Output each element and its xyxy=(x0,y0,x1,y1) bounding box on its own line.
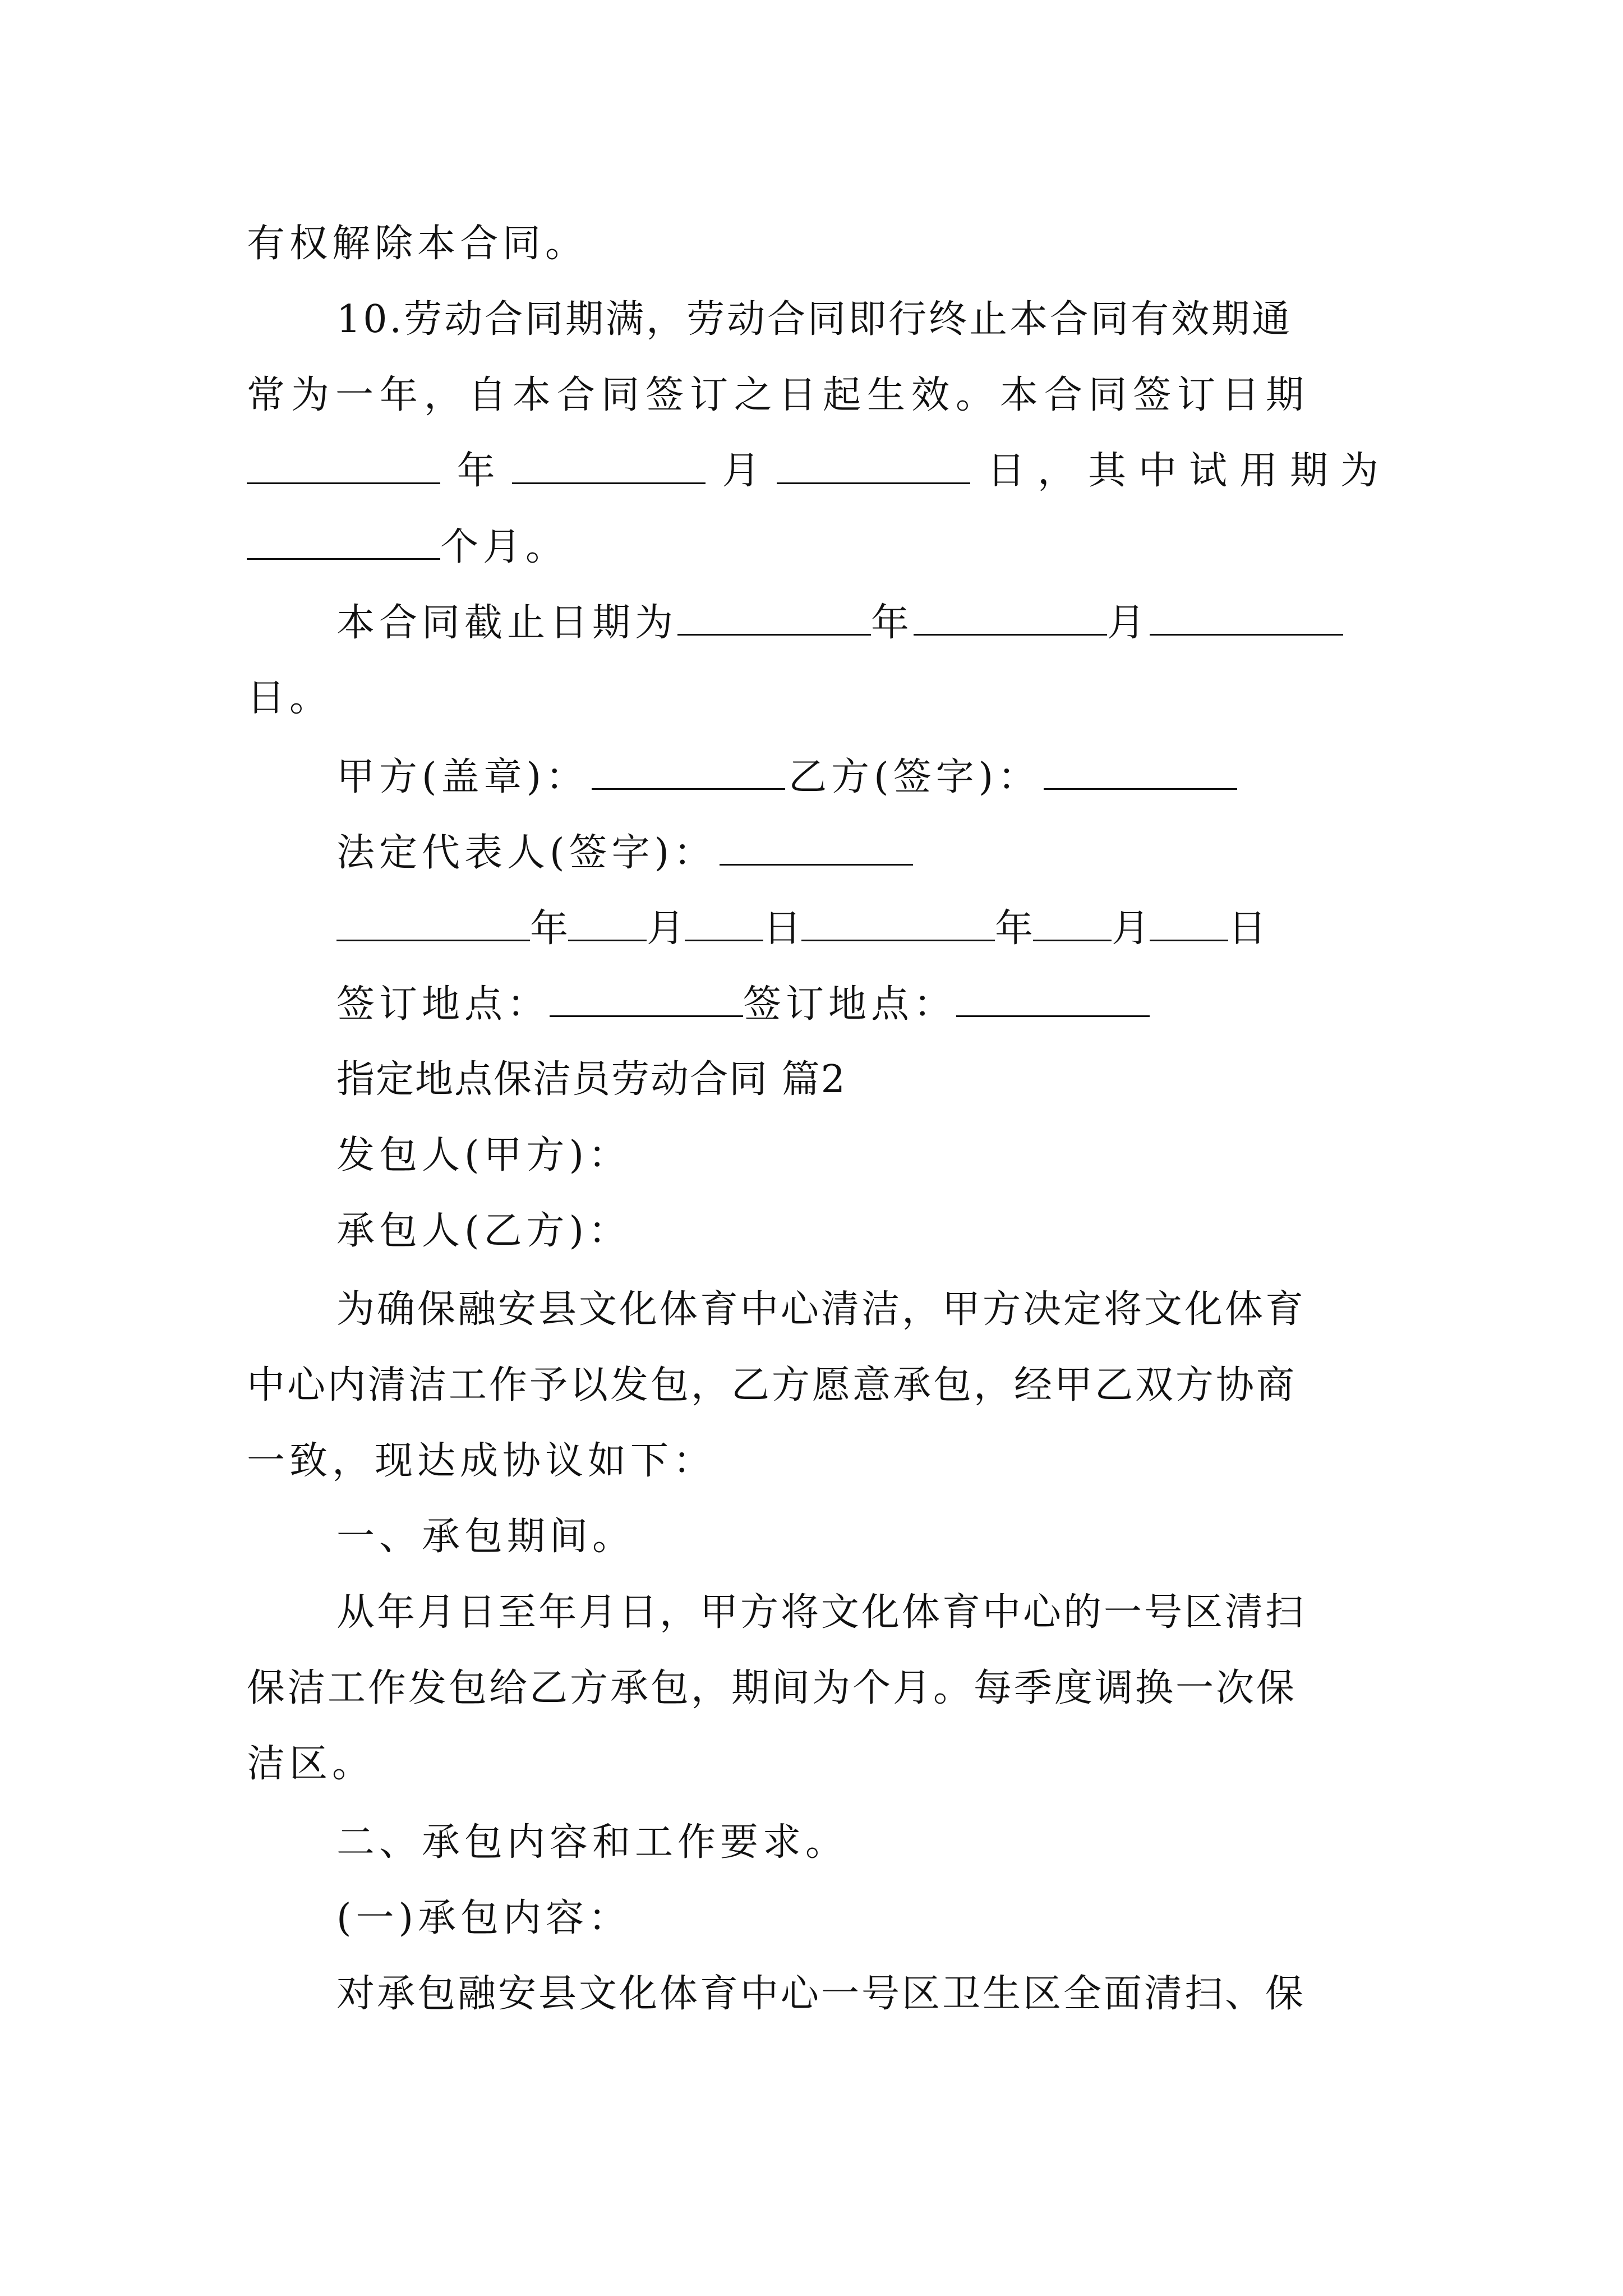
paragraph-line: 对承包融安县文化体育中心一号区卫生区全面清扫、保 xyxy=(336,1972,1306,2016)
trial-period-line xyxy=(247,519,1391,575)
heading-content: 二、承包内容和工作要求。 xyxy=(336,1820,849,1865)
legal-rep-line xyxy=(336,825,1391,881)
blank-month[interactable] xyxy=(512,443,706,484)
blank-a-year[interactable] xyxy=(336,900,530,941)
label-month: 月 xyxy=(1107,601,1150,645)
label-months: 个月。 xyxy=(440,525,569,569)
paragraph-line: 保洁工作发包给乙方承包，期间为个月。每季度调换一次保 xyxy=(247,1666,1297,1710)
label-month: 月 xyxy=(647,907,685,951)
blank-party-b[interactable] xyxy=(1044,749,1237,790)
party-a-label: 甲方(盖章)： xyxy=(336,755,589,799)
blank-end-month[interactable] xyxy=(914,595,1107,636)
legal-rep-label: 法定代表人(签字)： xyxy=(336,831,717,875)
blank-end-day[interactable] xyxy=(1150,595,1343,636)
label-month: 月 xyxy=(722,449,760,493)
contractor-b: 承包人(乙方)： xyxy=(336,1209,631,1253)
blank-place-a[interactable] xyxy=(550,976,743,1017)
label-year: 年 xyxy=(871,601,914,645)
end-date-label: 本合同截止日期为 xyxy=(336,601,678,645)
clause-10: 10.劳动合同期满，劳动合同即行终止本合同有效期通 xyxy=(336,297,1293,342)
label-day: 日 xyxy=(763,907,802,951)
subheading-content: (一)承包内容： xyxy=(336,1896,631,1940)
blank-b-year[interactable] xyxy=(801,900,995,941)
paragraph-line: 中心内清洁工作予以发包，乙方愿意承包，经甲乙双方协商 xyxy=(247,1363,1297,1407)
label-year: 年 xyxy=(995,907,1034,951)
party-sign-line xyxy=(336,749,1391,805)
label-month: 月 xyxy=(1112,907,1150,951)
label-year: 年 xyxy=(530,907,569,951)
blank-trial-months[interactable] xyxy=(247,519,440,560)
blank-place-b[interactable] xyxy=(956,976,1150,1017)
blank-a-month[interactable] xyxy=(568,900,647,941)
blank-legal-rep[interactable] xyxy=(720,825,913,866)
text-line: 有权解除本合同。 xyxy=(247,222,588,266)
heading-period: 一、承包期间。 xyxy=(336,1515,635,1559)
paragraph-line: 从年月日至年月日，甲方将文化体育中心的一号区清扫 xyxy=(336,1590,1306,1635)
blank-b-month[interactable] xyxy=(1033,900,1112,941)
label-day-trial: 日，其中试用期为 xyxy=(986,449,1391,493)
paragraph-line: 为确保融安县文化体育中心清洁，甲方决定将文化体育 xyxy=(336,1287,1306,1332)
paragraph-line: 一致，现达成协议如下： xyxy=(247,1439,716,1483)
label-year: 年 xyxy=(457,449,495,493)
sign-date-line xyxy=(247,443,1391,499)
contractor-a: 发包人(甲方)： xyxy=(336,1133,631,1177)
text-line: 常为一年，自本合同签订之日起生效。本合同签订日期 xyxy=(247,373,1311,417)
section-title: 指定地点保洁员劳动合同 篇2 xyxy=(336,1057,846,1102)
signing-place-line xyxy=(336,976,1391,1032)
place-label: 签订地点： xyxy=(336,982,550,1027)
blank-year[interactable] xyxy=(247,443,440,484)
blank-a-day[interactable] xyxy=(685,900,763,941)
blank-day[interactable] xyxy=(777,443,970,484)
blank-party-a[interactable] xyxy=(592,749,785,790)
text-line: 日。 xyxy=(247,676,333,720)
blank-end-year[interactable] xyxy=(677,595,871,636)
party-b-label: 乙方(签字)： xyxy=(789,755,1041,799)
label-day: 日 xyxy=(1228,907,1267,951)
end-date-line xyxy=(336,595,1391,651)
blank-b-day[interactable] xyxy=(1150,900,1228,941)
signing-dates-line xyxy=(336,900,1391,956)
place-label: 签订地点： xyxy=(743,982,957,1027)
paragraph-line: 洁区。 xyxy=(247,1742,375,1786)
